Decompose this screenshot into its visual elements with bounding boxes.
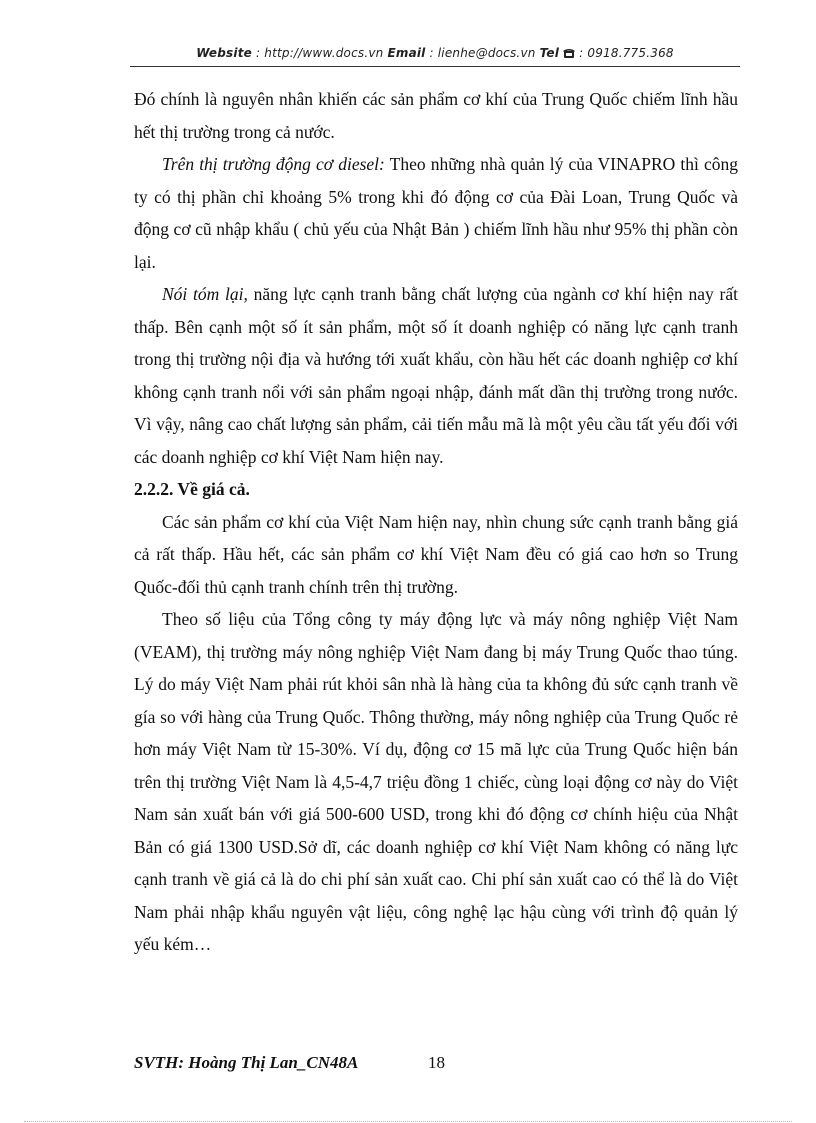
phone-icon [563,46,579,60]
paragraph-2-lead: Trên thị trường động cơ diesel: [162,154,385,174]
page-number: 18 [428,1053,445,1072]
paragraph-2 [134,148,738,278]
paragraph-1: Đó chính là nguyên nhân khiến các sản phẩm cơ khí của Trung Quốc chiếm lĩnh hầu hết thị trường trong cả nước. [134,89,738,142]
header-divider [130,66,740,67]
website-label: Website [196,46,252,60]
paragraph-3-lead: Nói tóm lại, [162,284,248,304]
page-header [130,46,740,60]
document-body [134,83,738,961]
paragraph-4: Các sản phẩm cơ khí của Việt Nam hiện nay, nhìn chung sức cạnh tranh bằng giá cả rất thấp. Hầu hết, các sản phẩm cơ khí Việt Nam đều có giá cao hơn so Trung Quốc-đối thủ cạnh tranh chính trên thị trường. [134,511,738,597]
section-heading: 2.2.2. Về giá cả. [134,479,250,499]
paragraph-5: Theo số liệu của Tổng công ty máy động lực và máy nông nghiệp Việt Nam (VEAM), thị trường máy nông nghiệp Việt Nam đang bị máy Trung Quốc thao túng. Lý do máy Việt Nam phải rút khỏi sân nhà là hàng của ta không đủ sức cạnh tranh về gía so với hàng của Trung Quốc. Thông thường, máy nông nghiệp của Trung Quốc rẻ hơn máy Việt Nam từ 15-30%. Ví dụ, động cơ 15 mã lực của Trung Quốc hiện bán trên thị trường Việt Nam là 4,5-4,7 triệu đồng 1 chiếc, cùng loại động cơ này do Việt Nam sản xuất bán với giá 500-600 USD, trong khi đó động cơ chính hiệu của Nhật Bản có giá 1300 USD.Sở dĩ, các doanh nghiệp cơ khí Việt Nam không có năng lực cạnh tranh về giá cả là do chi phí sản xuất cao. Chi phí sản xuất cao có thể là do Việt Nam phải nhập khẩu nguyên vật liệu, công nghệ lạc hậu cùng với trình độ quản lý yếu kém… [134,609,738,954]
footer-author: SVTH: Hoàng Thị Lan_CN48A [134,1053,359,1072]
website-value: : http://www.docs.vn [256,46,384,60]
paragraph-3-rest: năng lực cạnh tranh bằng chất lượng của ngành cơ khí hiện nay rất thấp. Bên cạnh một số ít sản phẩm, một số ít doanh nghiệp có năng lực cạnh tranh trong thị trường nội địa và hướng tới xuất khẩu, còn hầu hết các doanh nghiệp cơ khí không cạnh tranh nổi với sản phẩm ngoại nhập, đánh mất dần thị trường trong nước. Vì vậy, nâng cao chất lượng sản phẩm, cải tiến mẫu mã là một yêu cầu tất yếu đối với các doanh nghiệp cơ khí Việt Nam hiện nay. [134,284,738,467]
email-value: : lienhe@docs.vn [429,46,536,60]
paragraph-2-rest: Theo những nhà quản lý của VINAPRO thì công ty có thị phần chỉ khoảng 5% trong khi đó động cơ của Đài Loan, Trung Quốc và động cơ cũ nhập khẩu ( chủ yếu của Nhật Bản ) chiếm lĩnh hầu như 95% thị phần còn lại. [134,154,738,272]
page-bottom-divider [24,1121,792,1122]
tel-label: Tel [539,46,560,60]
email-label: Email [387,46,426,60]
paragraph-3 [134,278,738,473]
tel-value: : 0918.775.368 [579,46,674,60]
